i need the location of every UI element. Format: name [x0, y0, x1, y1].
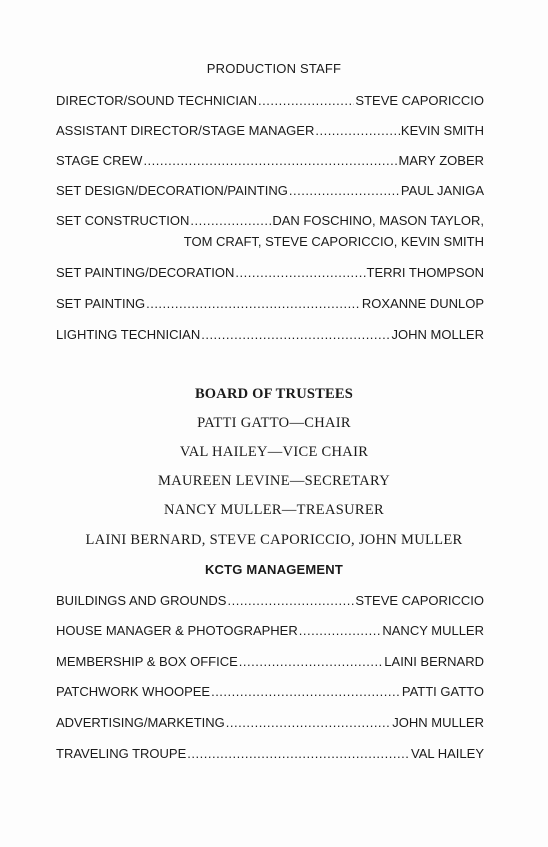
staff-name: KEVIN SMITH [400, 123, 484, 138]
staff-role: STAGE CREW [56, 153, 143, 168]
staff-entry [56, 123, 484, 139]
dot-leader [258, 93, 354, 109]
management-entry [56, 593, 484, 609]
dot-leader [235, 265, 365, 281]
staff-role: SET CONSTRUCTION [56, 213, 190, 228]
staff-role: SET PAINTING [56, 296, 146, 311]
management-name: JOHN MULLER [392, 715, 484, 730]
management-role: HOUSE MANAGER & PHOTOGRAPHER [56, 623, 298, 638]
staff-role: SET DESIGN/DECORATION/PAINTING [56, 183, 288, 198]
staff-role: LIGHTING TECHNICIAN [56, 327, 201, 342]
staff-role: SET PAINTING/DECORATION [56, 265, 235, 280]
kctg-management-heading: KCTG MANAGEMENT [204, 562, 344, 577]
staff-role: ASSISTANT DIRECTOR/STAGE MANAGER [56, 123, 315, 138]
staff-entry [56, 327, 484, 343]
staff-name: MARY ZOBER [398, 153, 484, 168]
trustee-line: LAINI BERNARD, STEVE CAPORICCIO, JOHN MULLER [85, 532, 463, 548]
staff-name: DAN FOSCHINO, MASON TAYLOR, [272, 213, 484, 228]
management-name: PATTI GATTO [401, 684, 484, 699]
dot-leader [190, 213, 271, 229]
staff-entry [56, 296, 484, 312]
production-staff-heading: PRODUCTION STAFF [206, 61, 342, 76]
management-role: PATCHWORK WHOOPEE [56, 684, 211, 699]
dot-leader [227, 593, 354, 609]
dot-leader [315, 123, 400, 139]
management-entry [56, 684, 484, 700]
dot-leader [226, 715, 391, 731]
staff-name: ROXANNE DUNLOP [361, 296, 484, 311]
staff-entry [56, 153, 484, 169]
staff-entry [56, 183, 484, 199]
board-of-trustees-heading: BOARD OF TRUSTEES [194, 386, 354, 402]
staff-role: DIRECTOR/SOUND TECHNICIAN [56, 93, 258, 108]
management-role: MEMBERSHIP & BOX OFFICE [56, 654, 238, 669]
management-role: BUILDINGS AND GROUNDS [56, 593, 227, 608]
trustee-line: VAL HAILEY—VICE CHAIR [179, 444, 369, 460]
management-entry [56, 746, 484, 762]
management-role: TRAVELING TROUPE [56, 746, 187, 761]
management-name: VAL HAILEY [411, 746, 484, 761]
trustee-line: NANCY MULLER—TREASURER [164, 502, 384, 518]
trustee-line: MAUREEN LEVINE—SECRETARY [158, 473, 390, 489]
management-entry [56, 623, 484, 639]
staff-entry [56, 265, 484, 281]
dot-leader [239, 654, 384, 670]
dot-leader [289, 183, 400, 199]
management-entry [56, 654, 484, 670]
dot-leader [211, 684, 401, 700]
trustee-line: PATTI GATTO—CHAIR [197, 415, 351, 431]
management-name: STEVE CAPORICCIO [355, 593, 484, 608]
management-name: NANCY MULLER [382, 623, 484, 638]
dot-leader [201, 327, 390, 343]
management-role: ADVERTISING/MARKETING [56, 715, 225, 730]
staff-entry [56, 213, 484, 250]
management-name: LAINI BERNARD [384, 654, 484, 669]
staff-name: TERRI THOMPSON [366, 265, 484, 280]
staff-name: PAUL JANIGA [400, 183, 484, 198]
staff-name: STEVE CAPORICCIO [355, 93, 484, 108]
staff-name-continuation: TOM CRAFT, STEVE CAPORICCIO, KEVIN SMITH [183, 234, 484, 249]
dot-leader [299, 623, 382, 639]
dot-leader [187, 746, 410, 762]
dot-leader [143, 153, 397, 169]
dot-leader [146, 296, 361, 312]
staff-entry [56, 93, 484, 109]
staff-name: JOHN MOLLER [391, 327, 484, 342]
management-entry [56, 715, 484, 731]
